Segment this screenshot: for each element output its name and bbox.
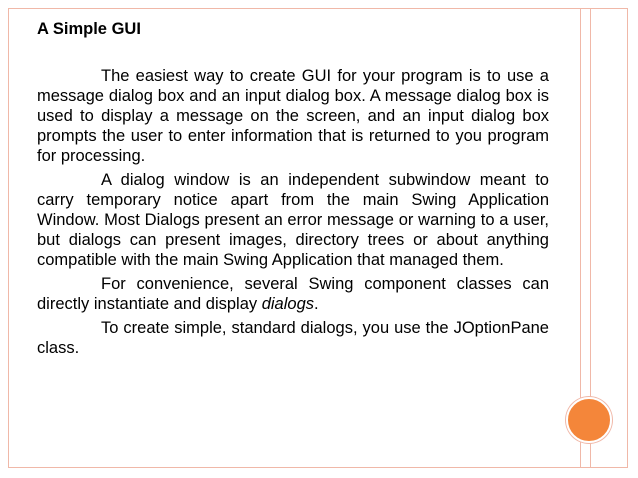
paragraph-2-text: A dialog window is an independent subwindow meant to carry temporary notice apart from the main Swing Application Window. Most Dialogs present an error message or warning to a user, but dialogs can present images, directory trees or about anything compatible with the main Swing Application that managed them. [37, 171, 549, 269]
paragraph-1-text: The easiest way to create GUI for your program is to use a message dialog box and an input dialog box. A message dialog box is used to display a message on the screen, and an input dialog box prompts the user to enter information that is returned to you program for processing. [37, 67, 549, 165]
paragraph-3-text: For convenience, several Swing component classes can directly instantiate and display [37, 275, 549, 313]
paragraph-3-end: . [314, 295, 319, 313]
orange-circle-decoration [566, 397, 612, 443]
slide-content [37, 18, 549, 362]
paragraph-3 [37, 274, 549, 314]
slide-title: A Simple GUI [37, 20, 141, 38]
paragraph-4 [37, 318, 549, 358]
paragraph-1 [37, 66, 549, 166]
paragraph-4-text: To create simple, standard dialogs, you use the JOptionPane class. [37, 319, 549, 357]
paragraph-2 [37, 170, 549, 270]
paragraph-3-emphasis: dialogs [261, 295, 315, 313]
